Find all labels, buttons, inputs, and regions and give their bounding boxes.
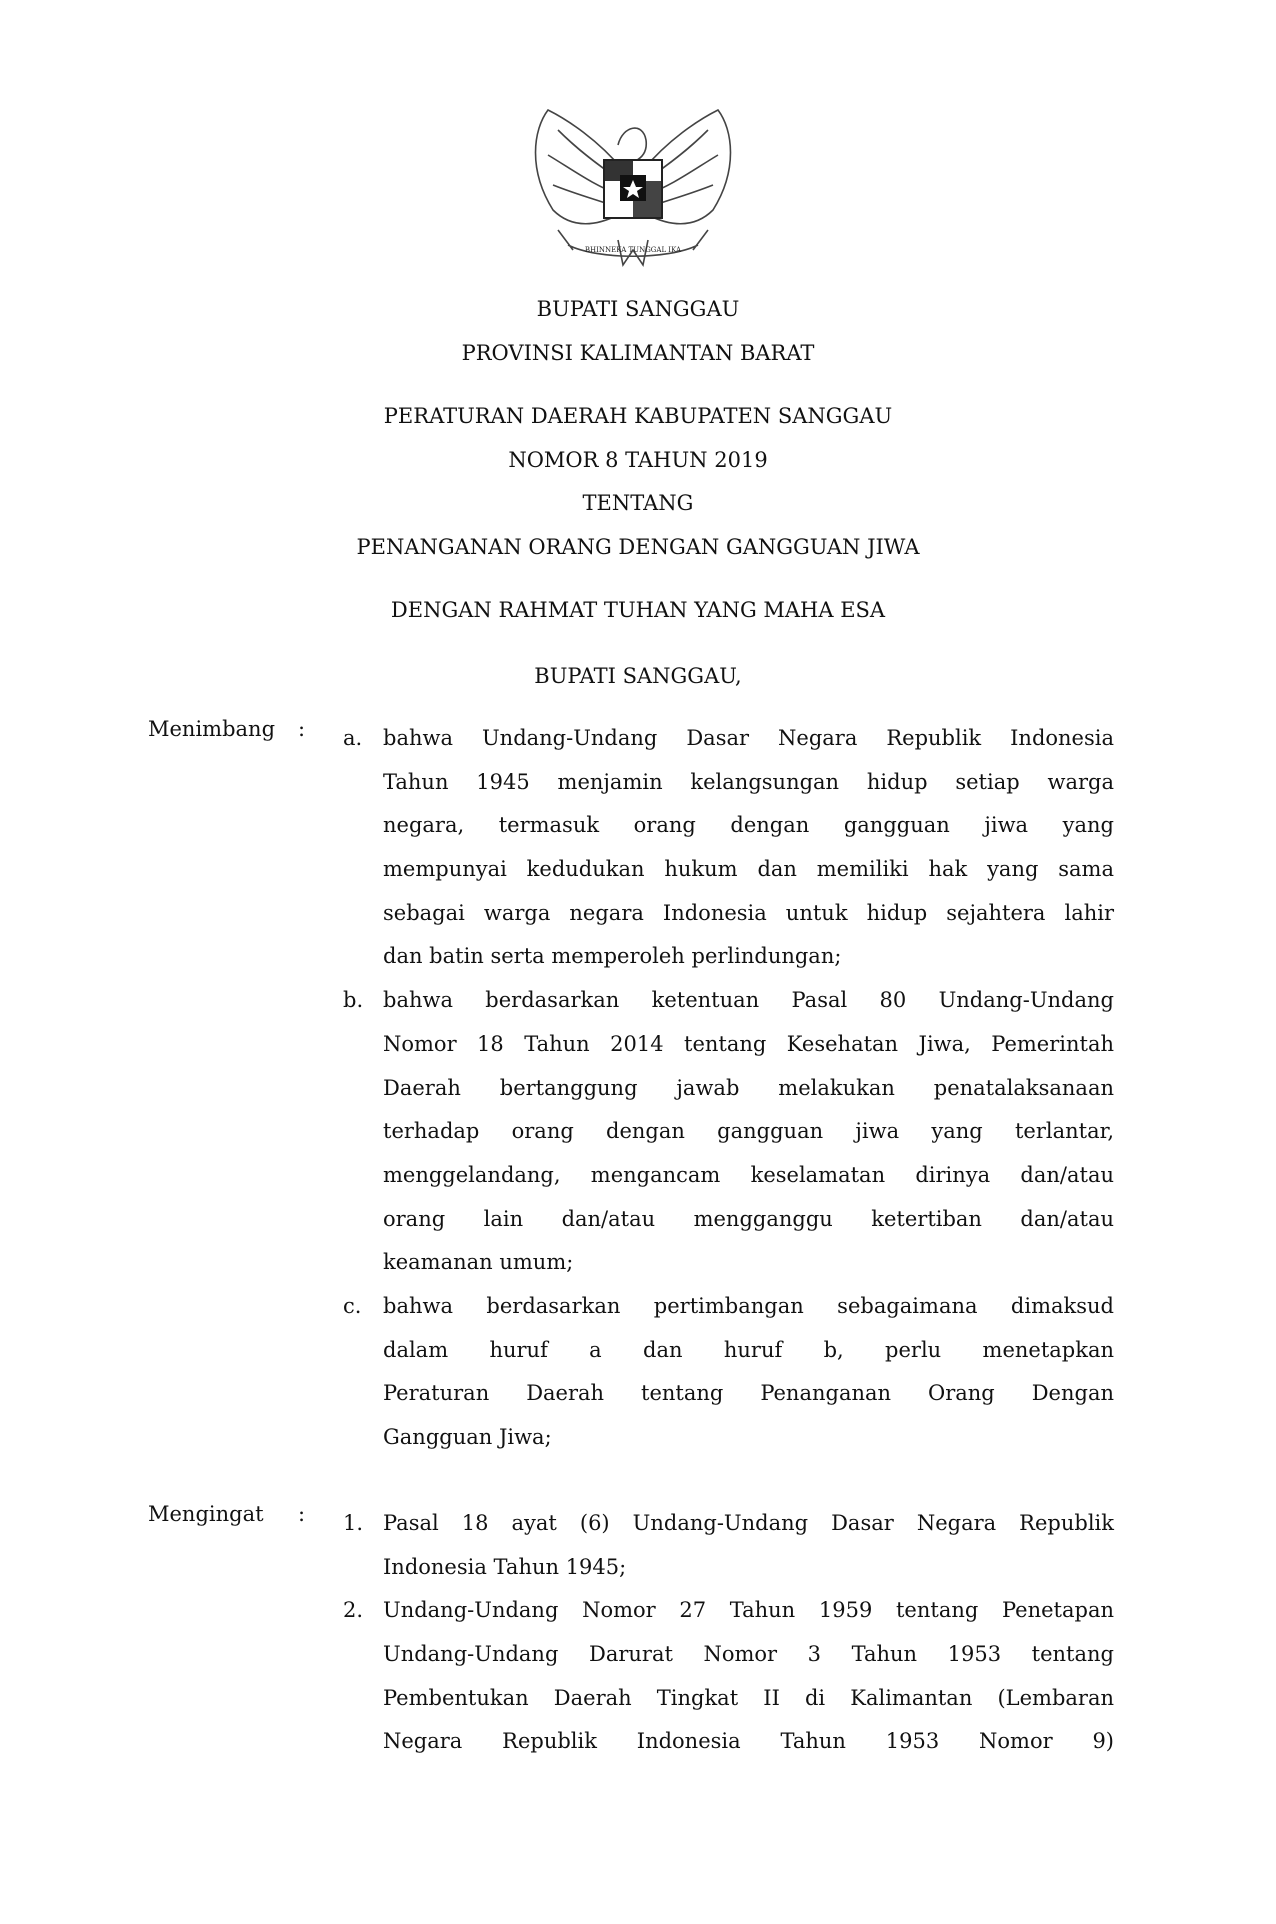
mengingat-section <box>148 1502 1114 1764</box>
garuda-pancasila-emblem <box>528 100 738 275</box>
item-marker: 1. <box>343 1511 364 1535</box>
regulation-title: PERATURAN DAERAH KABUPATEN SANGGAU <box>383 404 893 428</box>
text-line: Negara Republik Indonesia Tahun 1953 Nomor 9) <box>383 1729 1114 1754</box>
menimbang-item <box>148 979 1114 1285</box>
regulation-about: TENTANG <box>582 491 694 516</box>
province-title: PROVINSI KALIMANTAN BARAT <box>461 340 815 365</box>
svg-text:BHINNEKA TUNGGAL IKA: BHINNEKA TUNGGAL IKA <box>584 246 682 254</box>
text-line: mempunyai kedudukan hukum dan memiliki hak yang sama <box>383 857 1114 882</box>
text-line: Daerah bertanggung jawab melakukan penatalaksanaan <box>383 1075 1114 1100</box>
text-line: negara, termasuk orang dengan gangguan jiwa yang <box>383 813 1114 838</box>
header-block-1 <box>0 288 1276 375</box>
text-line: bahwa Undang-Undang Dasar Negara Republik Indonesia <box>383 726 1114 750</box>
text-line: Peraturan Daerah tentang Penanganan Orang Dengan <box>383 1381 1114 1406</box>
text-line: dan batin serta memperoleh perlindungan; <box>383 944 842 969</box>
issuer-signature-heading: BUPATI SANGGAU, <box>534 664 742 688</box>
item-marker: a. <box>343 726 363 750</box>
menimbang-item <box>148 1285 1114 1460</box>
item-marker: 2. <box>343 1598 364 1623</box>
text-line: menggelandang, mengancam keselamatan dirinya dan/atau <box>383 1162 1114 1187</box>
text-line: orang lain dan/atau mengganggu ketertiban dan/atau <box>383 1206 1114 1231</box>
text-line: keamanan umum; <box>383 1250 574 1275</box>
issuer-title: BUPATI SANGGAU <box>536 297 740 321</box>
item-text <box>383 717 1114 979</box>
item-marker: b. <box>343 988 364 1013</box>
text-line: Pembentukan Daerah Tingkat II di Kalimantan (Lembaran <box>383 1685 1114 1710</box>
text-line: Undang-Undang Darurat Nomor 3 Tahun 1953 tentang <box>383 1642 1114 1667</box>
text-line: Undang-Undang Nomor 27 Tahun 1959 tentang Penetapan <box>383 1598 1114 1623</box>
text-line: bahwa berdasarkan ketentuan Pasal 80 Undang-Undang <box>383 988 1114 1013</box>
text-line: sebagai warga negara Indonesia untuk hidup sejahtera lahir <box>383 900 1114 925</box>
mengingat-item <box>148 1502 1114 1589</box>
text-line: bahwa berdasarkan pertimbangan sebagaimana dimaksud <box>383 1293 1114 1318</box>
item-marker: c. <box>343 1293 362 1318</box>
colon: : <box>298 717 306 741</box>
item-text <box>383 979 1114 1285</box>
menimbang-label: Menimbang <box>148 717 276 741</box>
text-line: Gangguan Jiwa; <box>383 1425 552 1449</box>
mengingat-item <box>148 1589 1114 1764</box>
header-block-2 <box>0 395 1276 570</box>
text-line: Pasal 18 ayat (6) Undang-Undang Dasar Negara Republik <box>383 1511 1114 1535</box>
menimbang-section <box>148 717 1114 1460</box>
item-text <box>383 1502 1114 1589</box>
text-line: Indonesia Tahun 1945; <box>383 1554 627 1579</box>
item-text <box>383 1589 1114 1764</box>
item-text <box>383 1285 1114 1460</box>
colon: : <box>298 1502 306 1526</box>
text-line: terhadap orang dengan gangguan jiwa yang terlantar, <box>383 1119 1114 1144</box>
regulation-subject: PENANGANAN ORANG DENGAN GANGGUAN JIWA <box>356 535 920 560</box>
text-line: Nomor 18 Tahun 2014 tentang Kesehatan Jiwa, Pemerintah <box>383 1031 1114 1056</box>
text-line: Tahun 1945 menjamin kelangsungan hidup setiap warga <box>383 769 1114 794</box>
invocation: DENGAN RAHMAT TUHAN YANG MAHA ESA <box>390 598 886 622</box>
text-line: dalam huruf a dan huruf b, perlu menetapkan <box>383 1337 1114 1362</box>
regulation-number: NOMOR 8 TAHUN 2019 <box>508 447 768 472</box>
mengingat-label: Mengingat <box>148 1502 264 1526</box>
menimbang-item <box>148 717 1114 979</box>
